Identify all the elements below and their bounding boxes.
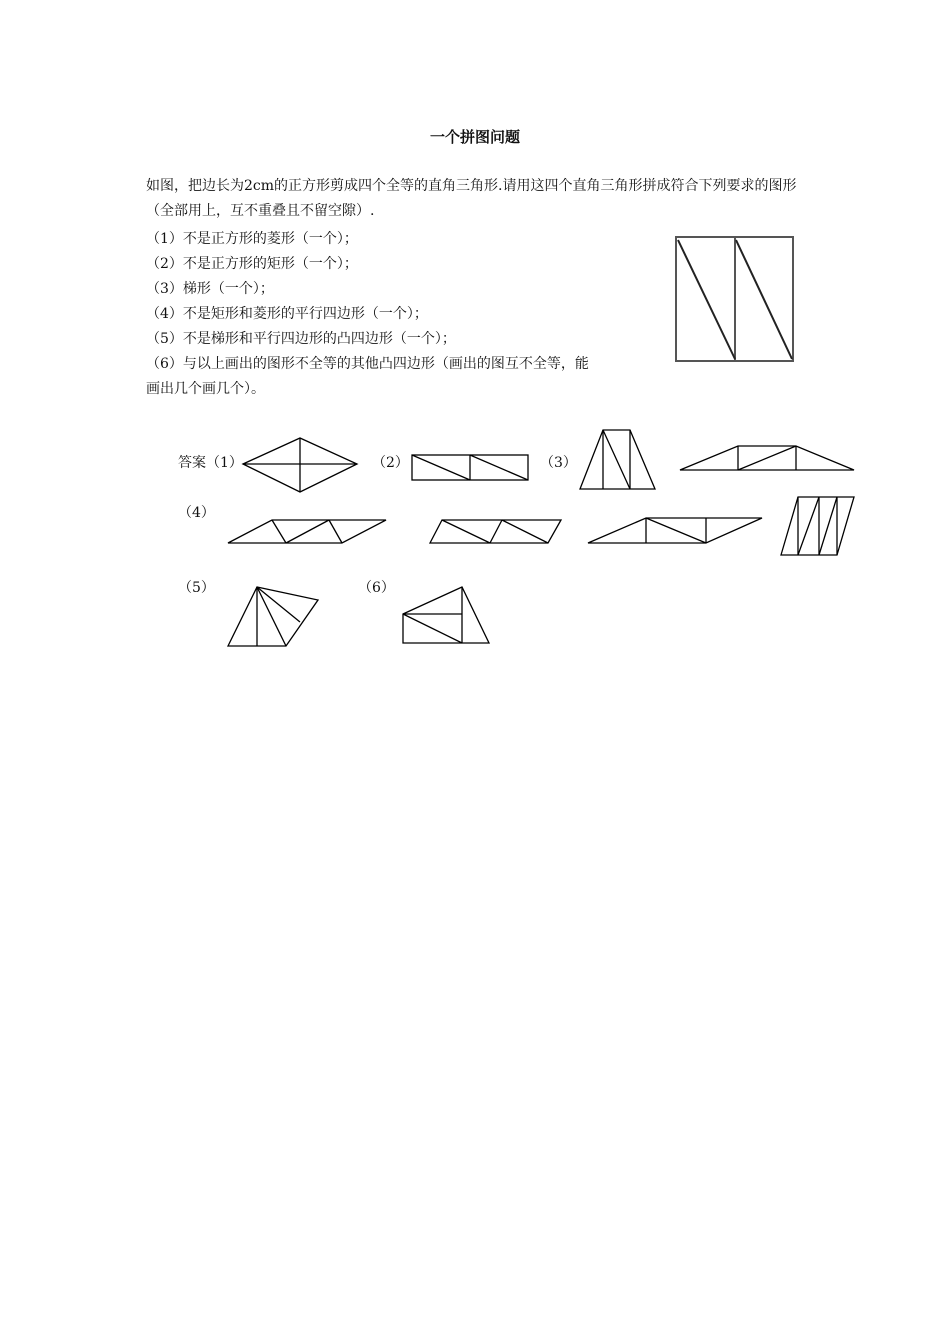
answer-figure-4b-parallelogram	[430, 520, 561, 543]
page-title: 一个拼图问题	[429, 128, 520, 146]
answer-figure-2-rectangle	[412, 455, 528, 480]
problem-intro: 如图，把边长为2cm的正方形剪成四个全等的直角三角形.请用这四个直角三角形拼成符合下列要求的图形（全部用上，互不重叠且不留空隙）.	[146, 178, 797, 219]
answer-label-1: 答案（1）	[178, 455, 243, 471]
requirement-1: （1）不是正方形的菱形（一个）；	[146, 231, 358, 247]
requirement-6: （6）与以上画出的图形不全等的其他凸四边形（画出的图互不全等，能	[146, 356, 589, 372]
answer-figure-4a-parallelogram	[228, 520, 386, 543]
answer-figure-4d-parallelogram	[781, 497, 854, 555]
requirement-2: （2）不是正方形的矩形（一个）；	[146, 256, 358, 272]
answer-figure-6-quadrilateral	[403, 587, 489, 643]
requirement-4: （4）不是矩形和菱形的平行四边形（一个）；	[146, 306, 428, 322]
answer-label-6: （6）	[358, 580, 395, 596]
requirement-6-continued: 画出几个画几个）。	[146, 381, 265, 397]
answer-figure-3a-trapezoid	[580, 430, 655, 489]
requirement-5: （5）不是梯形和平行四边形的凸四边形（一个）；	[146, 331, 456, 347]
answer-label-3: （3）	[540, 455, 577, 471]
requirement-3: （3）梯形（一个）；	[146, 281, 274, 297]
answer-label-4: （4）	[178, 505, 215, 521]
answer-figure-3b-trapezoid	[680, 446, 854, 470]
square-figure	[676, 237, 793, 361]
answer-figure-4c-parallelogram	[588, 518, 762, 543]
answer-label-2: （2）	[372, 455, 409, 471]
answer-figure-1-rhombus	[243, 438, 357, 492]
answer-figure-5-quadrilateral	[228, 587, 318, 646]
answer-label-5: （5）	[178, 580, 215, 596]
